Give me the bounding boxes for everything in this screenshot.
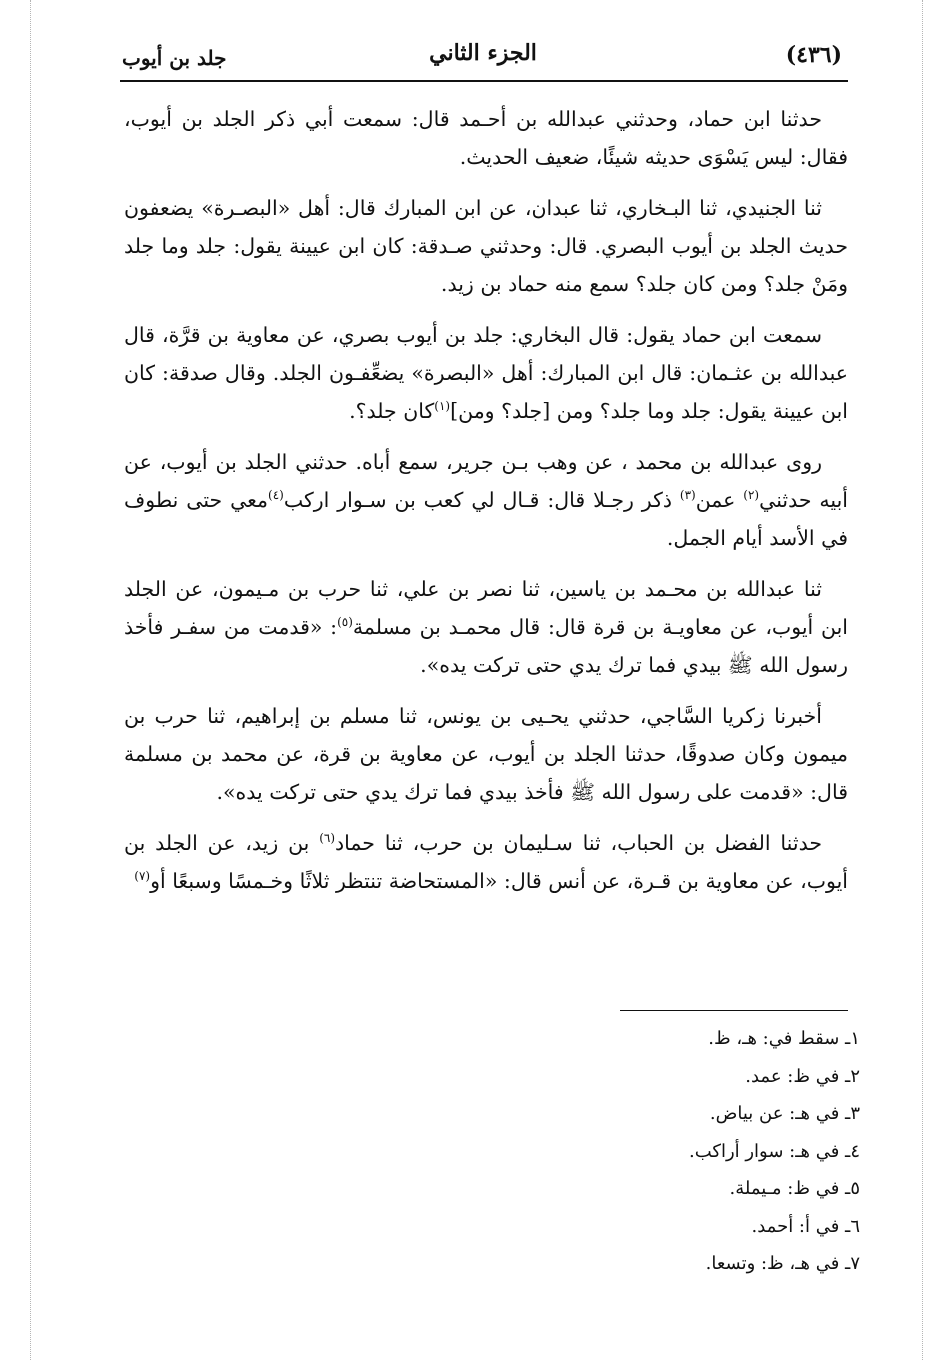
paragraph-text: أخبرنا زكريا السَّاجي، حدثني يحـيى بن يونس، ثنا مسلم بن إبراهيم، ثنا حرب بن ميمون وكان صدوقًا، حدثنا الجلد بن أيوب، عن معاوية بن قرة، عن محمد بن مسلمة قال: «قدمت على رسول الله ﷺ فأخذ بيدي فما ترك يدي حتى تركت يده». xyxy=(124,704,848,804)
paragraph-text: بن زيد، عن الجلد بن أيوب، عن معاوية بن قـرة، عن أنس قال: «المستحاضة تنتظر ثلاثًا وخـمسًا وسبعًا أو xyxy=(124,831,848,893)
paragraph-text: ثنا عبدالله بن محـمد بن ياسين، ثنا نصر بن علي، ثنا حرب بن مـيمون، عن الجلد ابن أيوب، عن معاويـة بن قرة قال: قال محمـد بن مسلمة xyxy=(124,577,848,639)
scan-edge-right xyxy=(922,0,923,1360)
footnote: ٣ـ في هـ: عن بياض. xyxy=(709,1103,860,1124)
volume-title: الجزء الثاني xyxy=(429,40,537,66)
paragraph xyxy=(124,100,848,176)
paragraph xyxy=(124,824,848,900)
paragraph-text: كان جلد؟. xyxy=(349,399,435,423)
paragraph xyxy=(124,697,848,811)
paragraph-text: ذكر رجـلا قال: قـال لي كعب بن سـوار اركب xyxy=(283,488,680,512)
footnote: ٤ـ في هـ: سوار أراكب. xyxy=(688,1140,860,1162)
footnote: ١ـ سقط في: هـ، ظ. xyxy=(708,1028,860,1049)
footnote: ٢ـ في ظ: عمد. xyxy=(745,1065,860,1087)
paragraph xyxy=(124,443,848,557)
footnote-mark: (٥) xyxy=(337,615,353,630)
running-header xyxy=(122,38,844,76)
header-rule xyxy=(120,80,848,82)
footnote: ٧ـ في هـ، ظ: وتسعا. xyxy=(705,1253,860,1274)
paragraph-text: : «قدمت من سفـر فأخذ رسول الله ﷺ بيدي فما ترك يدي حتى تركت يده». xyxy=(124,615,848,677)
footnote: ٦ـ في أ: أحمد. xyxy=(751,1215,860,1237)
footnote-mark: (٦) xyxy=(319,831,336,846)
page-number: (٤٣٦) xyxy=(785,42,842,68)
footnote-rule xyxy=(620,1010,848,1011)
footnote-mark: (١) xyxy=(434,399,451,414)
paragraph xyxy=(124,189,848,303)
paragraph-text: حدثنا ابن حماد، وحدثني عبدالله بن أحـمد قال: سمعت أبي ذكر الجلد بن أيوب، فقال: ليس يَسْوَى حديثه شيئًا، ضعيف الحديث. xyxy=(124,107,848,169)
entry-name: جلد بن أيوب xyxy=(122,46,227,70)
footnote-mark: (٢) xyxy=(743,488,760,503)
footnote: ٥ـ في ظ: مـيملة. xyxy=(729,1178,860,1199)
paragraph xyxy=(124,570,848,684)
footnote-mark: (٧) xyxy=(134,869,151,884)
paragraph xyxy=(124,316,848,430)
paragraph-text: روى عبدالله بن محمد ، عن وهب بـن جرير، سمع أباه. حدثني الجلد بن أيوب، عن أبيه حدثني xyxy=(124,450,848,512)
paragraph-text: ثنا الجنيدي، ثنا البـخاري، ثنا عبدان، عن ابن المبارك قال: أهل «البصـرة» يضعفون حديث الجلد بن أيوب البصري. قال: وحدثني صـدقة: كان ابن عيينة يقول: جلد وما جلد ومَنْ جلد؟ ومن كان جلد؟ سمع منه حماد بن زيد. xyxy=(124,196,848,296)
paragraph-text: عمن xyxy=(695,488,744,512)
paragraph-text: سمعت ابن حماد يقول: قال البخاري: جلد بن أيوب بصري، عن معاوية بن قرَّة، قال عبدالله بن عثـمان: قال ابن المبارك: أهل «البصرة» يضعِّفـون الجلد. وقال صدقة: كان ابن عيينة يقول: جلد وما جلد؟ ومن [جلد؟ ومن] xyxy=(124,323,848,423)
footnote-mark: (٣) xyxy=(679,488,696,503)
footnotes xyxy=(380,1020,860,1283)
paragraph-text: معي حتى نطوف في الأسد أيام الجمل. xyxy=(124,488,848,550)
paragraph-text: حدثنا الفضل بن الحباب، ثنا سـليمان بن حرب، ثنا حماد xyxy=(335,831,822,855)
footnote-mark: (٤) xyxy=(268,488,284,503)
main-text xyxy=(124,100,848,913)
scan-edge-left xyxy=(30,0,31,1360)
